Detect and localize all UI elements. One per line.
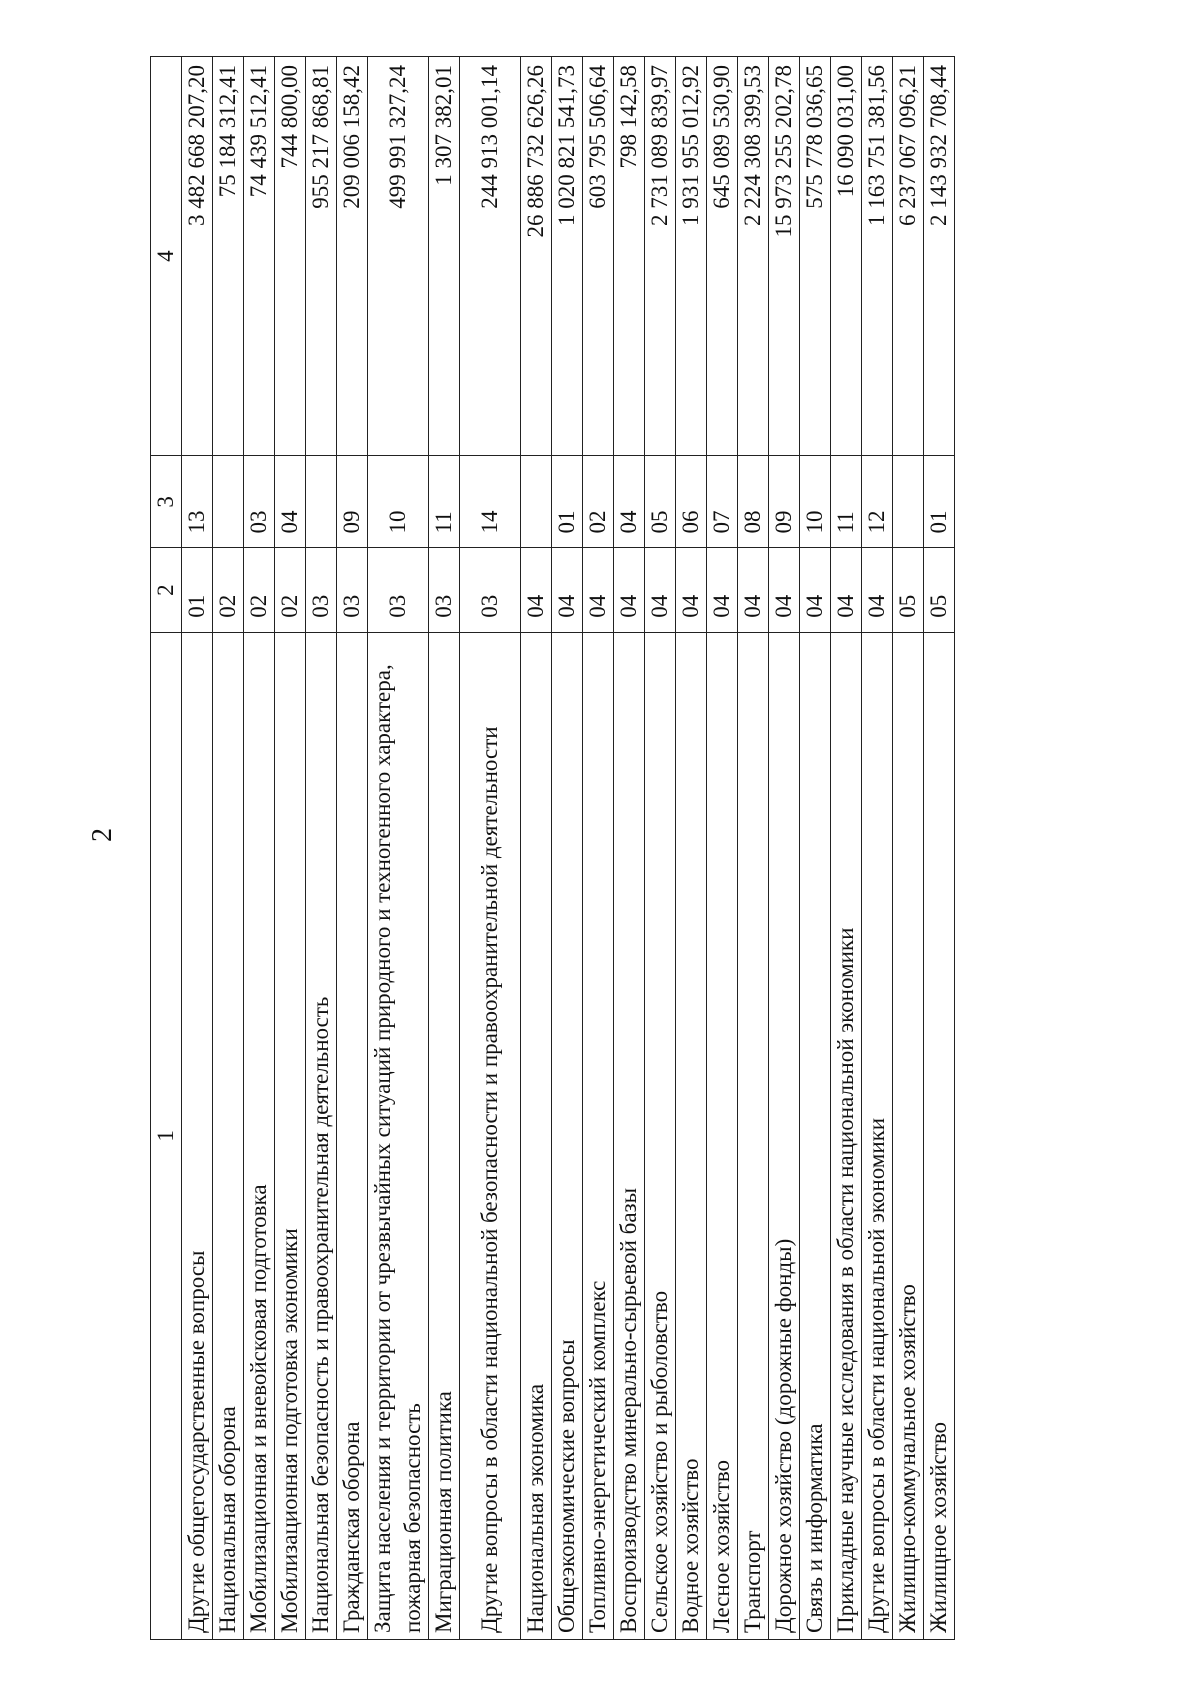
header-col-2: 2	[151, 548, 182, 632]
table-row	[924, 57, 955, 1640]
row-subsection: 01	[552, 456, 583, 548]
table-row	[552, 57, 583, 1640]
row-subsection: 11	[429, 456, 460, 548]
row-subsection	[306, 456, 337, 548]
row-subsection: 01	[924, 456, 955, 548]
row-subsection: 08	[738, 456, 769, 548]
row-name: Жилищное хозяйство	[924, 632, 955, 1639]
row-amount: 1 931 955 012,92	[676, 57, 707, 456]
row-subsection: 07	[707, 456, 738, 548]
row-name: Общеэкономические вопросы	[552, 632, 583, 1639]
row-subsection: 11	[831, 456, 862, 548]
row-name: Сельское хозяйство и рыболовство	[645, 632, 676, 1639]
row-section: 04	[738, 548, 769, 632]
header-col-4: 4	[151, 57, 182, 456]
row-section: 04	[862, 548, 893, 632]
row-section: 04	[645, 548, 676, 632]
row-amount: 1 307 382,01	[429, 57, 460, 456]
row-amount: 16 090 031,00	[831, 57, 862, 456]
row-name: Защита населения и территории от чрезвычайных ситуаций природного и техногенного характера, пожарная безопасность	[368, 632, 429, 1639]
row-section: 05	[893, 548, 924, 632]
row-amount: 209 006 158,42	[337, 57, 368, 456]
row-amount: 955 217 868,81	[306, 57, 337, 456]
row-section: 04	[769, 548, 800, 632]
row-amount: 645 089 530,90	[707, 57, 738, 456]
row-section: 03	[306, 548, 337, 632]
table-row	[337, 57, 368, 1640]
row-section: 04	[831, 548, 862, 632]
row-subsection: 09	[769, 456, 800, 548]
header-col-1: 1	[151, 632, 182, 1639]
row-section: 04	[800, 548, 831, 632]
row-subsection: 09	[337, 456, 368, 548]
row-amount: 2 224 308 399,53	[738, 57, 769, 456]
budget-table-body	[151, 57, 955, 1640]
row-amount: 244 913 001,14	[460, 57, 521, 456]
row-amount: 798 142,58	[614, 57, 645, 456]
row-name: Дорожное хозяйство (дорожные фонды)	[769, 632, 800, 1639]
table-row	[645, 57, 676, 1640]
rotated-table-frame	[150, 56, 1040, 1640]
row-amount: 6 237 067 096,21	[893, 57, 924, 456]
row-amount: 1 163 751 381,56	[862, 57, 893, 456]
row-name: Водное хозяйство	[676, 632, 707, 1639]
row-subsection: 02	[583, 456, 614, 548]
row-section: 05	[924, 548, 955, 632]
row-subsection: 05	[645, 456, 676, 548]
row-section: 02	[244, 548, 275, 632]
table-row	[368, 57, 429, 1640]
table-row	[460, 57, 521, 1640]
row-section: 03	[337, 548, 368, 632]
table-row	[429, 57, 460, 1640]
table-row	[521, 57, 552, 1640]
table-row	[213, 57, 244, 1640]
row-name: Связь и информатика	[800, 632, 831, 1639]
table-row	[707, 57, 738, 1640]
row-amount: 744 800,00	[275, 57, 306, 456]
budget-table	[150, 56, 955, 1640]
row-subsection	[893, 456, 924, 548]
row-subsection: 03	[244, 456, 275, 548]
row-section: 04	[583, 548, 614, 632]
table-row	[614, 57, 645, 1640]
row-subsection: 13	[182, 456, 213, 548]
row-amount: 603 795 506,64	[583, 57, 614, 456]
table-row	[182, 57, 213, 1640]
row-section: 03	[460, 548, 521, 632]
row-subsection: 14	[460, 456, 521, 548]
row-subsection: 10	[800, 456, 831, 548]
table-row	[275, 57, 306, 1640]
row-subsection: 04	[275, 456, 306, 548]
table-row	[244, 57, 275, 1640]
table-row	[676, 57, 707, 1640]
page-number: 2	[87, 828, 118, 842]
row-subsection: 10	[368, 456, 429, 548]
row-name: Национальная безопасность и правоохранительная деятельность	[306, 632, 337, 1639]
row-amount: 74 439 512,41	[244, 57, 275, 456]
row-name: Миграционная политика	[429, 632, 460, 1639]
row-name: Национальная оборона	[213, 632, 244, 1639]
row-amount: 15 973 255 202,78	[769, 57, 800, 456]
row-amount: 575 778 036,65	[800, 57, 831, 456]
header-row	[151, 57, 182, 1640]
row-amount: 2 731 089 839,97	[645, 57, 676, 456]
row-section: 01	[182, 548, 213, 632]
row-name: Лесное хозяйство	[707, 632, 738, 1639]
row-subsection	[213, 456, 244, 548]
row-name: Жилищно-коммунальное хозяйство	[893, 632, 924, 1639]
row-subsection	[521, 456, 552, 548]
row-amount: 75 184 312,41	[213, 57, 244, 456]
table-row	[800, 57, 831, 1640]
row-section: 04	[552, 548, 583, 632]
row-amount: 499 991 327,24	[368, 57, 429, 456]
row-section: 03	[368, 548, 429, 632]
row-name: Другие общегосударственные вопросы	[182, 632, 213, 1639]
table-row	[769, 57, 800, 1640]
row-name: Другие вопросы в области национальной экономики	[862, 632, 893, 1639]
table-row	[893, 57, 924, 1640]
row-subsection: 06	[676, 456, 707, 548]
row-name: Мобилизационная и вневойсковая подготовка	[244, 632, 275, 1639]
row-name: Воспроизводство минерально-сырьевой базы	[614, 632, 645, 1639]
row-section: 03	[429, 548, 460, 632]
row-subsection: 12	[862, 456, 893, 548]
row-section: 04	[614, 548, 645, 632]
row-name: Национальная экономика	[521, 632, 552, 1639]
row-subsection: 04	[614, 456, 645, 548]
row-amount: 1 020 821 541,73	[552, 57, 583, 456]
table-row	[306, 57, 337, 1640]
row-name: Другие вопросы в области национальной безопасности и правоохранительной деятельности	[460, 632, 521, 1639]
row-name: Транспорт	[738, 632, 769, 1639]
header-col-3: 3	[151, 456, 182, 548]
row-name: Топливно-энергетический комплекс	[583, 632, 614, 1639]
row-section: 02	[213, 548, 244, 632]
row-name: Мобилизационная подготовка экономики	[275, 632, 306, 1639]
row-amount: 2 143 932 708,44	[924, 57, 955, 456]
row-name: Гражданская оборона	[337, 632, 368, 1639]
table-row	[583, 57, 614, 1640]
row-name: Прикладные научные исследования в области национальной экономики	[831, 632, 862, 1639]
row-section: 04	[707, 548, 738, 632]
table-row	[831, 57, 862, 1640]
row-section: 04	[676, 548, 707, 632]
row-section: 04	[521, 548, 552, 632]
table-row	[862, 57, 893, 1640]
row-amount: 26 886 732 626,26	[521, 57, 552, 456]
table-container	[150, 56, 1040, 1640]
row-amount: 3 482 668 207,20	[182, 57, 213, 456]
row-section: 02	[275, 548, 306, 632]
table-row	[738, 57, 769, 1640]
